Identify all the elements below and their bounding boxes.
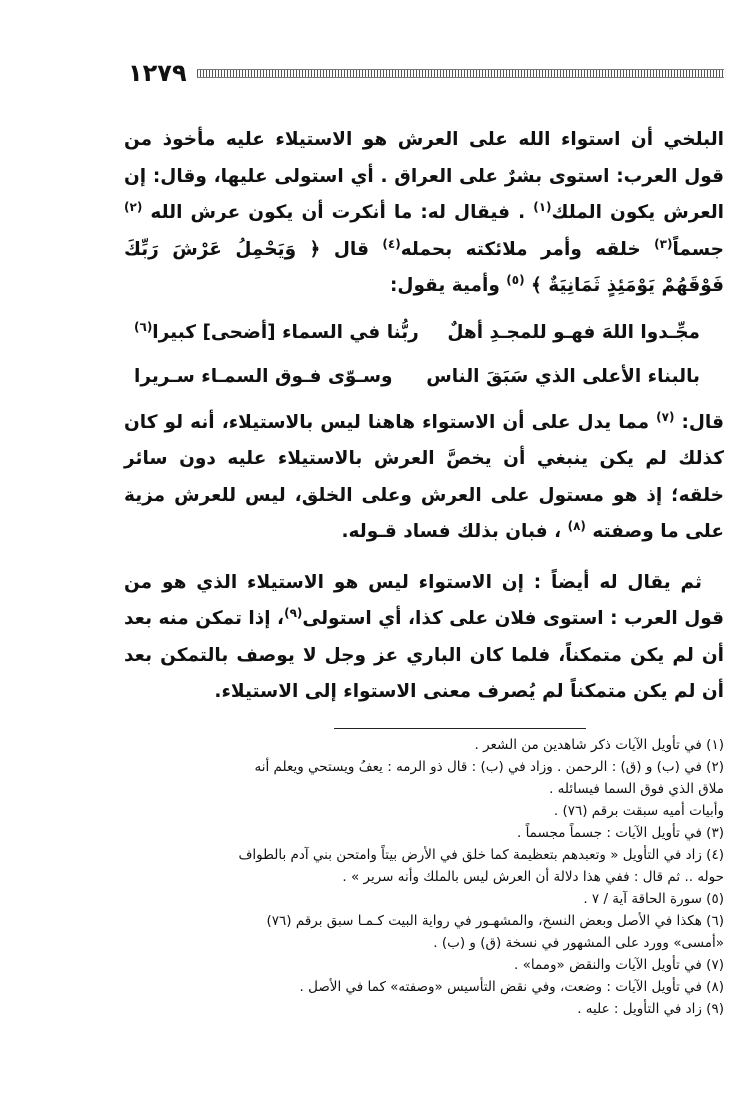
text-span: ، إذا تمكن منه بعد أن لم يكن متمكناً، فلما كان الباري عز وجل لا يوصف بالتمكن بعد أن لم يكن متمكناً لم يُصرف معنى الاستواء إلى الاستيلاء. <box>124 608 724 702</box>
footnote-ref: (٩) <box>284 605 303 620</box>
page-number: ١٢٧٩ <box>128 59 187 87</box>
footnote-4-continued: حوله .. ثم قال : ففي هذا دلالة أن العرش ليس بالملك وأنه سرير » . <box>342 869 724 885</box>
footnote-7: (٧) في تأويل الآيات والنقض «ومما» . <box>514 957 724 973</box>
footnote-6: (٦) هكذا في الأصل وبعض النسخ، والمشهـور في رواية البيت كـمـا سبق برقم (٧٦) <box>266 913 724 929</box>
footnote-ref: (٥) <box>506 272 525 287</box>
verse-hemistich-text: ربُّنا في السماء [أضحى] كبيرا <box>152 321 419 343</box>
footnote-3: (٣) في تأويل الآيات : جسماً مجسماً . <box>516 825 724 841</box>
header-rule <box>197 69 724 78</box>
verse-hemistich-left <box>134 311 419 355</box>
text-span: ، فبان بذلك فساد قـوله. <box>341 521 562 542</box>
quran-verse: قال ﴿ وَيَحْمِلُ عَرْشَ رَبِّكَ فَوْقَهُمْ يَوْمَئِذٍ ثَمَانِيَةٌ ﴾ <box>124 238 724 296</box>
paragraph-3 <box>124 565 724 711</box>
paragraph-2 <box>124 405 724 551</box>
text-span: خلقه وأمر ملائكته بحمله <box>400 238 641 260</box>
footnote-9: (٩) زاد في التأويل : عليه . <box>577 1001 724 1017</box>
verse-hemistich-right: مجِّـدوا اللهَ فهـو للمجـدِ أهلٌ <box>447 321 700 343</box>
footnote-2-continued: ملاق الذي فوق السما فيسائله . <box>549 781 724 797</box>
paragraph-1 <box>124 122 724 305</box>
verse-hemistich-left: وسـوّى فـوق السمـاء سـريرا <box>134 365 393 387</box>
footnotes <box>124 734 724 1020</box>
page-header <box>128 58 724 88</box>
footnote-ref: (١) <box>533 199 552 214</box>
verse-line-2 <box>124 355 724 399</box>
paragraph-gap <box>124 551 724 565</box>
footnote-ref: (٣) <box>654 236 673 251</box>
footnote-5: (٥) سورة الحاقة آية / ٧ . <box>583 891 724 907</box>
text-span: قال: <box>681 411 724 433</box>
text-span: جسماً <box>672 238 724 260</box>
footnote-1: (١) في تأويل الآيات ذكر شاهدين من الشعر . <box>474 737 724 753</box>
poem-verse <box>124 311 724 399</box>
footnote-separator <box>334 728 586 729</box>
footnote-4: (٤) زاد في التأويل « وتعبدهم بتعظيمة كما خلق في الأرض بيتاً وامتحن بني آدم بالطواف <box>238 847 724 863</box>
verse-hemistich-right: بالبناء الأعلى الذي سَبَقَ الناس <box>426 365 700 387</box>
footnote-ref: (٧) <box>656 409 675 424</box>
text-span: ثم يقال له أيضاً : إن الاستواء ليس هو الاستيلاء الذي هو من قول العرب : استوى فلان على كذا، أي استولى <box>124 571 724 629</box>
text-span: وأمية يقول: <box>390 275 500 296</box>
verse-line-1 <box>124 311 724 355</box>
footnote-ref: (٦) <box>134 319 153 334</box>
footnote-2: (٢) في (ب) و (ق) : الرحمن . وزاد في (ب) : قال ذو الرمه : يعفُ ويستحي ويعلم أنه <box>254 759 724 775</box>
text-span: مما يدل على أن الاستواء هاهنا ليس بالاستيلاء، أنه لو كان كذلك لم يكن ينبغي أن يخصَّ العرش بالاستيلاء عليه دون سائر خلقه؛ إذ هو مستول على العرش وعلى الخلق، ليس للعرش مزية على ما وصفته <box>124 411 724 542</box>
footnote-8: (٨) في تأويل الآيات : وضعت، وفي نقض التأسيس «وصفته» كما في الأصل . <box>299 979 724 995</box>
footnote-2-continued: وأبيات أميه سبقت برقم (٧٦) . <box>553 803 724 819</box>
footnote-ref: (٢) <box>124 199 143 214</box>
footnote-6-continued: «أمسى» وورد على المشهور في نسخة (ق) و (ب) . <box>433 935 724 951</box>
main-text <box>124 122 724 711</box>
text-span: البلخي أن استواء الله على العرش هو الاستيلاء عليه مأخوذ من قول العرب: استوى بشرٌ على العراق . أي استولى عليها، وقال: إن العرش يكون الملك <box>124 129 724 223</box>
text-span: . فيقال له: ما أنكرت أن يكون عرش الله <box>150 202 526 223</box>
footnote-ref: (٤) <box>382 236 401 251</box>
footnote-ref: (٨) <box>567 518 586 533</box>
